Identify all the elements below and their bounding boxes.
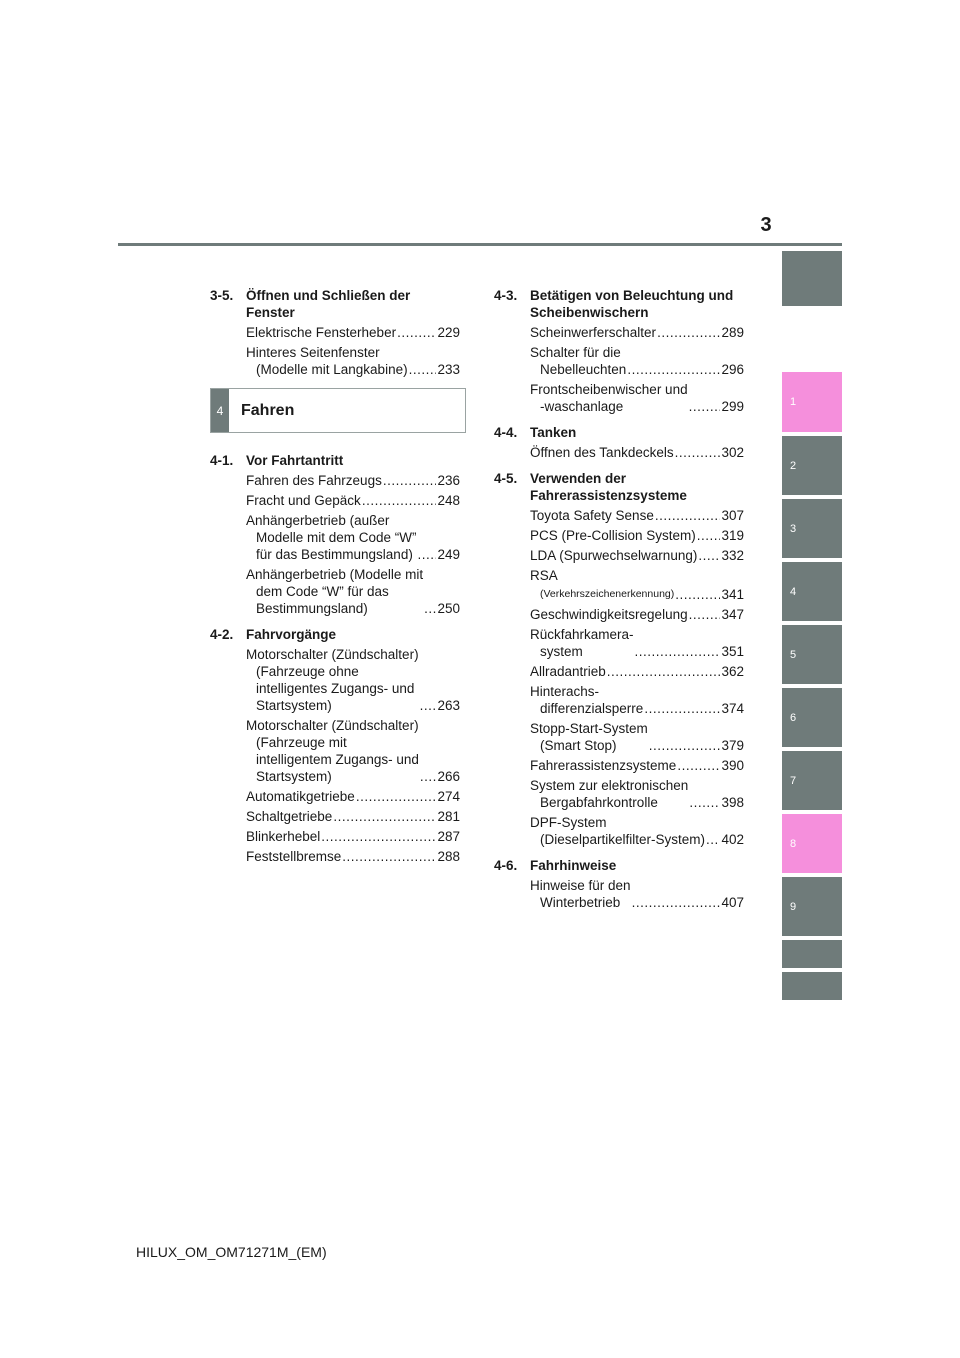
toc-entry-title: Elektrische Fensterheber — [246, 325, 397, 340]
toc-entry-title: DPF-System (Dieselpartikelfilter-System) — [530, 815, 706, 847]
toc-entry[interactable] — [246, 492, 460, 509]
section-title: Fahrhinweise — [530, 858, 617, 873]
toc-entry-title: Anhängerbetrieb (außer Modelle mit dem Code “W” für das Bestimmungsland) — [246, 513, 417, 562]
toc-entry-page: 236 — [437, 473, 460, 488]
toc-entry[interactable] — [530, 720, 744, 754]
dot-leader — [657, 324, 720, 341]
toc-entry-page: 249 — [437, 547, 460, 562]
toc-entry-page: 398 — [721, 795, 744, 810]
toc-entry[interactable] — [530, 507, 744, 524]
section-heading[interactable] — [210, 626, 460, 643]
toc-entry-page: 229 — [437, 325, 460, 340]
toc-entry[interactable] — [246, 828, 460, 845]
toc-entry-page: 379 — [721, 738, 744, 753]
toc-entry[interactable] — [246, 808, 460, 825]
chapter-tab-label: 8 — [790, 837, 797, 850]
chapter-tab-4[interactable] — [782, 562, 842, 621]
section-heading[interactable] — [210, 452, 460, 469]
toc-section-4-1 — [210, 452, 460, 617]
toc-entry[interactable] — [530, 777, 744, 811]
toc-entry[interactable] — [246, 848, 460, 865]
chapter-tab-blank-top[interactable] — [782, 251, 842, 306]
toc-entry-page: 390 — [721, 758, 744, 773]
toc-entry-title: Rückfahrkamera- system — [530, 627, 634, 659]
dot-leader — [675, 586, 720, 603]
toc-entry[interactable] — [246, 512, 460, 563]
toc-entry-page: 351 — [721, 644, 744, 659]
dot-leader — [675, 444, 721, 461]
toc-entry-page: 248 — [437, 493, 460, 508]
toc-section-4-4 — [494, 424, 744, 461]
toc-section-3-5 — [210, 287, 460, 378]
chapter-tab-8[interactable] — [782, 814, 842, 873]
toc-entry[interactable] — [530, 344, 744, 378]
toc-entry-title: Scheinwerferschalter — [530, 325, 657, 340]
dot-leader — [342, 848, 436, 865]
toc-entry[interactable] — [530, 567, 744, 603]
toc-entry-title: Blinkerhebel — [246, 829, 321, 844]
toc-entry-title: Motorschalter (Zündschalter) (Fahrzeuge ohne intelligentes Zugangs- und Startsystem) — [246, 647, 419, 713]
chapter-tab-label: 5 — [790, 648, 797, 661]
toc-entry-page: 407 — [721, 895, 744, 910]
toc-entry-title: Hinweise für den Winterbetrieb — [530, 878, 631, 910]
chapter-tab-blank-1[interactable] — [782, 940, 842, 968]
dot-leader — [356, 788, 437, 805]
toc-entry-page: 274 — [437, 789, 460, 804]
toc-entry[interactable] — [530, 663, 744, 680]
toc-entry-page: 299 — [721, 399, 744, 414]
toc-entry[interactable] — [530, 547, 744, 564]
chapter-tab-1[interactable] — [782, 372, 842, 432]
dot-leader — [649, 737, 721, 754]
chapter-tab-7[interactable] — [782, 751, 842, 810]
dot-leader — [420, 697, 437, 714]
toc-entry-title: Automatikgetriebe — [246, 789, 355, 804]
dot-leader — [397, 324, 436, 341]
toc-entry-title-main: RSA — [530, 568, 558, 583]
toc-entry-title: Stopp-Start-System (Smart Stop) — [530, 721, 648, 753]
chapter-title: Fahren — [241, 401, 295, 419]
chapter-heading-box — [210, 388, 466, 433]
chapter-tab-6[interactable] — [782, 688, 842, 747]
toc-left-column-lower — [210, 452, 460, 874]
toc-entry-title: LDA (Spurwechselwarnung) — [530, 548, 698, 563]
section-heading[interactable] — [494, 470, 744, 504]
toc-entry[interactable] — [530, 626, 744, 660]
dot-leader — [698, 547, 720, 564]
toc-entry-page: 289 — [721, 325, 744, 340]
dot-leader — [321, 828, 436, 845]
toc-entry-page: 374 — [721, 701, 744, 716]
toc-entry-page: 332 — [721, 548, 744, 563]
chapter-number: 4 — [211, 389, 229, 432]
toc-entry-title: Feststellbremse — [246, 849, 342, 864]
dot-leader — [677, 757, 720, 774]
dot-leader — [362, 492, 437, 509]
chapter-tab-2[interactable] — [782, 436, 842, 495]
chapter-tab-9[interactable] — [782, 877, 842, 936]
section-title: Verwenden der Fahrerassistenzsysteme — [530, 471, 687, 503]
dot-leader — [424, 600, 436, 617]
toc-entry[interactable] — [246, 788, 460, 805]
toc-entry[interactable] — [246, 646, 460, 714]
toc-entry-title: Hinteres Seitenfenster (Modelle mit Langkabine) — [246, 345, 408, 377]
toc-entry-page: 347 — [721, 607, 744, 622]
dot-leader — [420, 768, 437, 785]
toc-entry[interactable] — [530, 381, 744, 415]
dot-leader — [644, 700, 720, 717]
toc-entry[interactable] — [530, 877, 744, 911]
toc-entry-title: Allradantrieb — [530, 664, 606, 679]
section-number: 4-5. — [494, 471, 518, 486]
toc-entry-title: Hinterachs- differenzialsperre — [530, 684, 644, 716]
toc-entry-title: PCS (Pre-Collision System) — [530, 528, 696, 543]
chapter-tab-label: 1 — [790, 396, 797, 408]
toc-entry-title: System zur elektronischen Bergabfahrkontrolle — [530, 778, 689, 810]
toc-left-column — [210, 287, 460, 387]
section-heading[interactable] — [210, 287, 460, 321]
chapter-tab-5[interactable] — [782, 625, 842, 684]
section-title: Vor Fahrtantritt — [246, 453, 344, 468]
toc-section-4-5 — [494, 470, 744, 848]
section-number: 4-2. — [210, 627, 234, 642]
toc-entry[interactable] — [530, 683, 744, 717]
toc-entry[interactable] — [530, 444, 744, 461]
toc-entry-title: Toyota Safety Sense — [530, 508, 654, 523]
section-title: Fahrvorgänge — [246, 627, 337, 642]
toc-entry-title: Schalter für die Nebelleuchten — [530, 345, 627, 377]
toc-entry-page: 250 — [437, 601, 460, 616]
toc-entry-title — [530, 567, 674, 603]
dot-leader — [706, 831, 720, 848]
toc-entry[interactable] — [530, 814, 744, 848]
toc-entry-page: 266 — [437, 769, 460, 784]
toc-entry[interactable] — [246, 344, 460, 378]
dot-leader — [607, 663, 721, 680]
toc-entry-title: Motorschalter (Zündschalter) (Fahrzeuge mit intelligentem Zugangs- und Startsystem) — [246, 718, 419, 784]
toc-entry[interactable] — [246, 566, 460, 617]
toc-entry-page: 263 — [437, 698, 460, 713]
chapter-tab-blank-2[interactable] — [782, 972, 842, 1000]
toc-entry-title: Frontscheibenwischer und -waschanlage — [530, 382, 688, 414]
section-title: Betätigen von Beleuchtung und Scheibenwischern — [530, 288, 734, 320]
chapter-tab-label: 2 — [790, 459, 797, 472]
section-heading[interactable] — [494, 857, 744, 874]
toc-entry-title: Fracht und Gepäck — [246, 493, 361, 508]
toc-section-4-3 — [494, 287, 744, 415]
toc-entry-title: Fahren des Fahrzeugs — [246, 473, 382, 488]
dot-leader — [418, 546, 437, 563]
toc-entry-page: 281 — [437, 809, 460, 824]
dot-leader — [635, 643, 721, 660]
toc-entry[interactable] — [530, 757, 744, 774]
dot-leader — [409, 361, 437, 378]
toc-entry-title: Schaltgetriebe — [246, 809, 333, 824]
toc-entry-page: 296 — [721, 362, 744, 377]
dot-leader — [655, 507, 721, 524]
dot-leader — [627, 361, 720, 378]
chapter-tab-label: 6 — [790, 711, 797, 724]
toc-entry-title: Anhängerbetrieb (Modelle mit dem Code “W” für das Bestimmungsland) — [246, 567, 424, 616]
toc-right-column — [494, 287, 744, 920]
toc-entry-title: Fahrerassistenzsysteme — [530, 758, 677, 773]
toc-entry[interactable] — [246, 324, 460, 341]
dot-leader — [689, 398, 721, 415]
toc-entry-page: 362 — [721, 664, 744, 679]
dot-leader — [689, 606, 721, 623]
dot-leader — [697, 527, 721, 544]
section-number: 4-1. — [210, 453, 234, 468]
toc-entry-page: 319 — [721, 528, 744, 543]
toc-entry[interactable] — [530, 324, 744, 341]
dot-leader — [333, 808, 436, 825]
document-code: HILUX_OM_OM71271M_(EM) — [136, 1244, 327, 1260]
toc-entry-page: 402 — [721, 832, 744, 847]
dot-leader — [689, 794, 720, 811]
header-rule — [118, 243, 842, 246]
toc-entry-page: 302 — [721, 445, 744, 460]
chapter-tab-label: 4 — [790, 585, 797, 598]
page-number: 3 — [760, 214, 772, 236]
toc-entry[interactable] — [246, 717, 460, 785]
toc-section-4-6 — [494, 857, 744, 911]
toc-entry-page: 288 — [437, 849, 460, 864]
toc-entry[interactable] — [246, 472, 460, 489]
section-title: Öffnen und Schließen der Fenster — [246, 288, 411, 320]
chapter-tab-label: 9 — [790, 900, 797, 913]
chapter-tab-3[interactable] — [782, 499, 842, 558]
toc-entry-subtitle: (Verkehrszeichenerkennung) — [540, 588, 675, 600]
dot-leader — [632, 894, 721, 911]
section-number: 4-3. — [494, 288, 518, 303]
section-heading[interactable] — [494, 287, 744, 321]
section-number: 4-6. — [494, 858, 518, 873]
section-number: 3-5. — [210, 288, 234, 303]
section-heading[interactable] — [494, 424, 744, 441]
chapter-tab-label: 7 — [790, 774, 797, 787]
section-title: Tanken — [530, 425, 577, 440]
toc-entry-page: 341 — [721, 587, 744, 602]
dot-leader — [383, 472, 437, 489]
chapter-tab-label: 3 — [790, 522, 797, 535]
toc-entry[interactable] — [530, 527, 744, 544]
toc-entry[interactable] — [530, 606, 744, 623]
toc-entry-page: 233 — [437, 362, 460, 377]
toc-entry-page: 287 — [437, 829, 460, 844]
toc-entry-title: Geschwindigkeitsregelung — [530, 607, 688, 622]
toc-entry-page: 307 — [721, 508, 744, 523]
toc-entry-title: Öffnen des Tankdeckels — [530, 445, 674, 460]
toc-section-4-2 — [210, 626, 460, 865]
section-number: 4-4. — [494, 425, 518, 440]
